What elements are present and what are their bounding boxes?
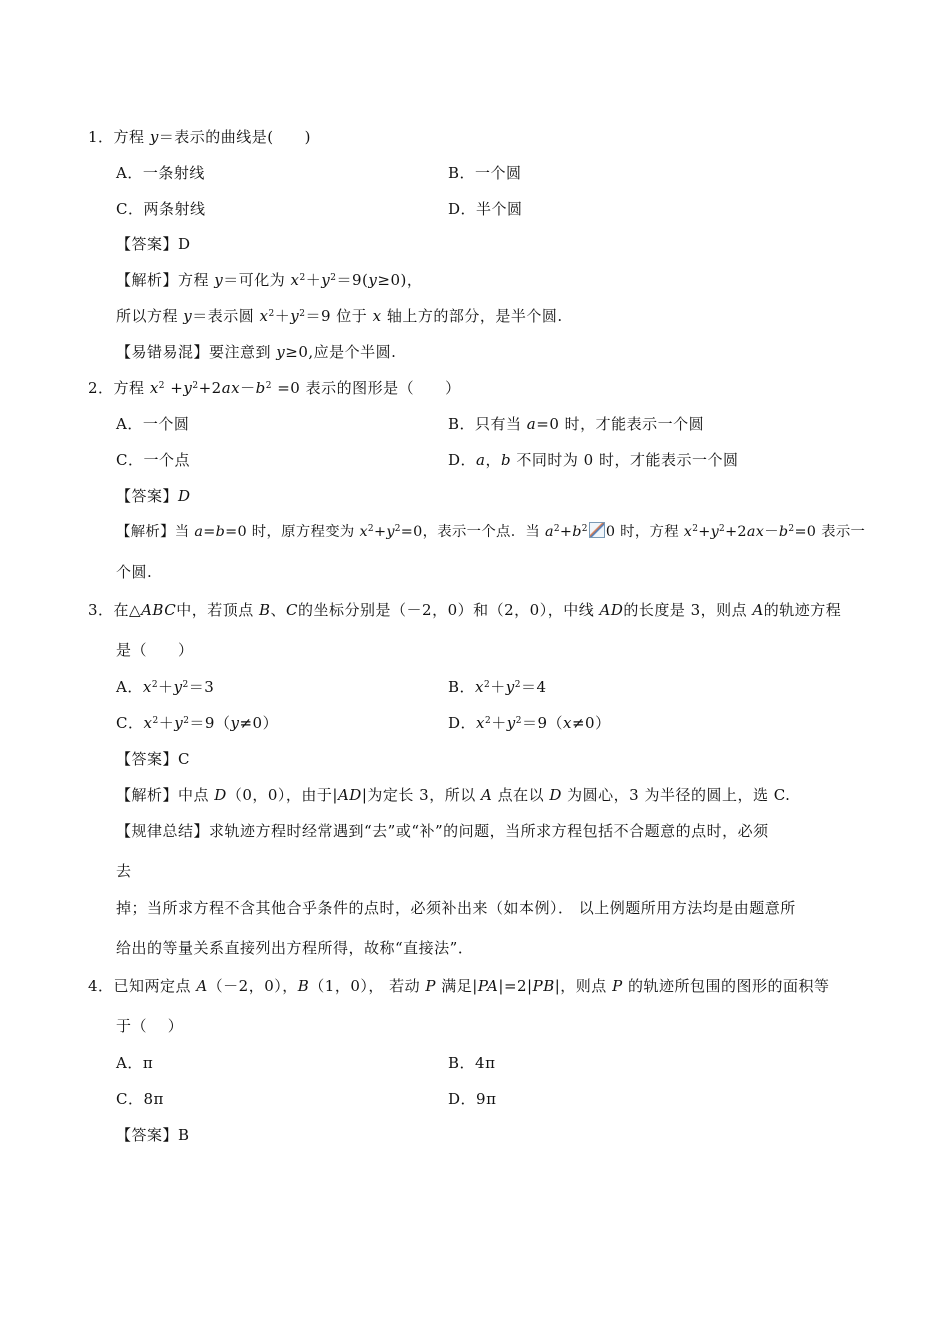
q2-option-d: D．a，b 不同时为 0 时，才能表示一个圆 <box>448 451 739 469</box>
q2-option-b: B．只有当 a=0 时，才能表示一个圆 <box>448 415 705 433</box>
q2-option-c: C．一个点 <box>116 451 190 469</box>
q3-stem: 3．在△ABC中，若顶点 B、C的坐标分别是（－2，0）和（2，0），中线 AD的长度是 3，则点 A的轨迹方程 <box>88 601 842 619</box>
q3-stem-line2: 是（ ） <box>116 641 194 659</box>
q2-analysis: 【解析】当 a=b=0 时，原方程变为 $x^2+y^2=0$，表示一个点．当 $a^2+b^2$ 0 时，方程 $x^2+y^2+2ax-b^2=0$ 表示一 <box>116 524 866 540</box>
q1-answer: 【答案】D <box>116 235 191 253</box>
q4-stem-line2: 于（ ） <box>116 1017 184 1035</box>
q2-analysis-line2: 个圆. <box>116 563 153 581</box>
q4-answer: 【答案】B <box>116 1126 190 1144</box>
q3-answer: 【答案】C <box>116 750 190 768</box>
broken-glyph-icon <box>589 522 605 538</box>
q3-rule-line3: 掉；当所求方程不含其他合乎条件的点时，必须补出来（如本例）． 以上例题所用方法均是由题意所 <box>116 899 796 917</box>
q3-analysis: 【解析】中点 D（0，0），由于|AD|为定长 3，所以 A 点在以 D 为圆心，3 为半径的圆上，选 C. <box>116 786 791 804</box>
q1-analysis: 【解析】方程 y＝可化为 $x^2+y^2=9(y\ge 0)$， <box>116 271 423 289</box>
q4-option-c: C．8π <box>116 1090 164 1108</box>
q1-option-b: B．一个圆 <box>448 164 522 182</box>
q2-stem: 2．方程 $x^2 +y^2+2ax-b^2 =0$ 表示的图形是（ ） <box>88 379 461 397</box>
q3-option-b: B．$x^2+y^2=4$ <box>448 678 547 696</box>
q2-option-a: A．一个圆 <box>116 415 190 433</box>
q4-option-a: A．π <box>116 1054 154 1072</box>
q3-rule-line2: 去 <box>116 862 132 880</box>
q4-option-b: B．4π <box>448 1054 496 1072</box>
q1-option-d: D．半个圆 <box>448 200 523 218</box>
q1-stem: 1．方程 y＝表示的曲线是( ) <box>88 128 312 146</box>
q4-stem: 4．已知两定点 A（－2，0），B（1，0）， 若动 P 满足|PA|=2|PB|，则点 P 的轨迹所包围的图形的面积等 <box>88 977 830 995</box>
q1-option-a: A．一条射线 <box>116 164 205 182</box>
q1-tip: 【易错易混】要注意到 y≥0,应是个半圆. <box>116 343 397 361</box>
q3-rule-line4: 给出的等量关系直接列出方程所得，故称“直接法”． <box>116 939 474 957</box>
q1-analysis-line2: 所以方程 y＝表示圆 $x^2+y^2=9$ 位于 x 轴上方的部分，是半个圆. <box>116 307 563 325</box>
q1-option-c: C．两条射线 <box>116 200 206 218</box>
q2-answer: 【答案】D <box>116 487 191 505</box>
q3-option-d: D．$x^2+y^2=9(x\ne 0)$ <box>448 714 611 732</box>
q3-option-a: A．$x^2+y^2=3$ <box>116 678 215 696</box>
q3-option-c: C．$x^2+y^2=9(y\ne 0)$ <box>116 714 279 732</box>
q3-rule: 【规律总结】求轨迹方程时经常遇到“去”或“补”的问题，当所求方程包括不合题意的点时，必须 <box>116 822 769 840</box>
q4-option-d: D．9π <box>448 1090 497 1108</box>
